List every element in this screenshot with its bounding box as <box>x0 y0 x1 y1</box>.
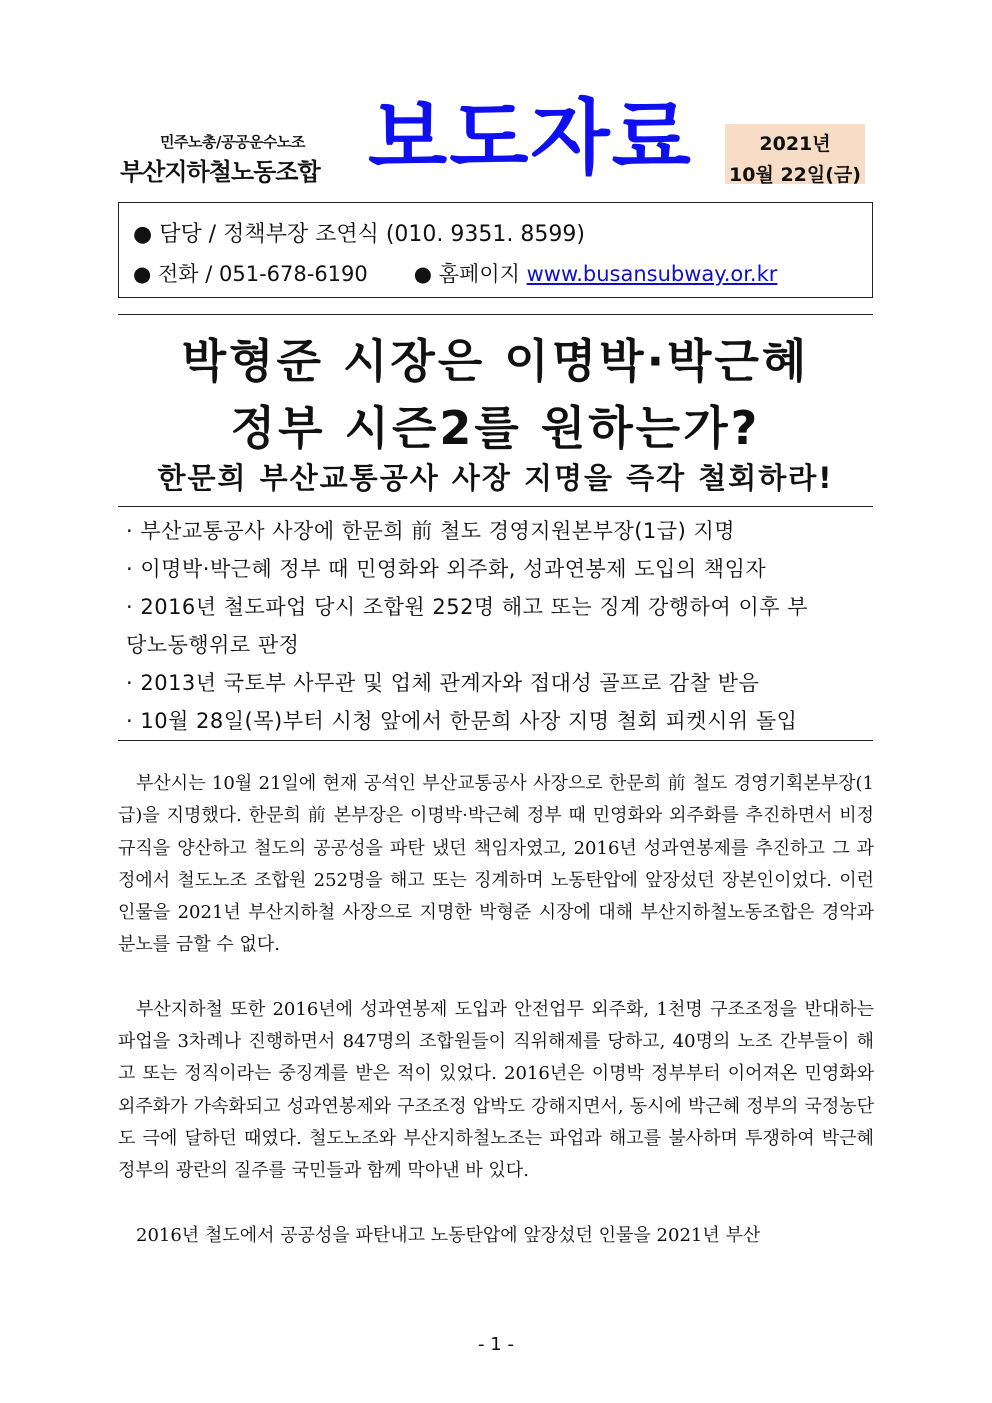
date-day: 10월 22일(금) <box>729 164 861 186</box>
body-paragraph-3: 2016년 철도에서 공공성을 파탄내고 노동탄압에 앞장섰던 인물을 2021년 부산 <box>136 1224 761 1246</box>
headline-line-2: 정부 시즌2를 원하는가? <box>230 401 761 455</box>
body-paragraph-2: 부산지하철 또한 2016년에 성과연봉제 도입과 안전업무 외주화, 1천명 구조조정을 반대하는 파업을 3차례나 진행하면서 847명의 조합원들이 직위해제를 당하고, 40명의 노조 간부들이 해고 또는 정직이라는 중징계를 받은 적이 있었다. 2016년은 이명박 정부부터 이어져온 민영화와 외주화가 가속화되고 성과연봉제와 구조조정 압박도 강해지면서, 동시에 박근혜 정부의 국정농단도 극에 달하던 때였다. 철도노조와 부산지하철노조는 파업과 해고를 불사하며 투쟁하여 박근혜 정부의 광란의 질주를 국민들과 함께 막아낸 바 있다. <box>118 998 874 1182</box>
homepage-label: ● 홈페이지 <box>413 262 520 286</box>
bullet-item: · 2013년 국토부 사무관 및 업체 관계자와 접대성 골프로 감찰 받음 <box>126 671 760 695</box>
contact-manager: ● 담당 / 정책부장 조연식 (010. 9351. 8599) <box>133 222 585 247</box>
bullet-item: · 2016년 철도파업 당시 조합원 252명 해고 또는 징계 강행하여 이후 부 <box>126 595 808 619</box>
contact-phone: ● 전화 / 051-678-6190 <box>133 262 368 286</box>
bullets-top-rule <box>118 506 873 507</box>
union-name: 부산지하철노동조합 <box>120 158 320 186</box>
headline-top-rule <box>118 314 873 315</box>
body-paragraph-1: 부산시는 10월 21일에 현재 공석인 부산교통공사 사장으로 한문희 前 철도 경영기획본부장(1급)을 지명했다. 한문희 前 본부장은 이명박·박근혜 정부 때 민영화와 외주화를 추진하면서 비정규직을 양산하고 철도의 공공성을 파탄 냈던 책임자였고, 2016년 성과연봉제를 추진하고 그 과정에서 철도노조 조합원 252명을 해고 또는 징계하며 노동탄압에 앞장섰던 장본인이었다. 이런 인물을 2021년 부산지하철 사장으로 지명한 박형준 시장에 대해 부산지하철노동조합은 경악과 분노를 금할 수 없다. <box>118 773 874 956</box>
bullets-bottom-rule <box>118 740 873 741</box>
homepage-link[interactable]: www.busansubway.or.kr <box>526 262 778 286</box>
bullet-item: · 부산교통공사 사장에 한문희 前 철도 경영지원본부장(1급) 지명 <box>126 519 736 543</box>
headline-line-1: 박형준 시장은 이명박·박근혜 <box>181 334 810 388</box>
summary-bullets <box>126 512 872 740</box>
body-text <box>118 768 874 1252</box>
bullet-item: · 이명박·박근혜 정부 때 민영화와 외주화, 성과연봉제 도입의 책임자 <box>126 557 767 581</box>
contact-box <box>118 202 873 298</box>
headline-subline: 한문희 부산교통공사 사장 지명을 즉각 철회하라! <box>157 461 834 495</box>
union-affiliation: 민주노총/공공운수노조 <box>160 133 305 151</box>
bullet-item: · 10월 28일(목)부터 시청 앞에서 한문희 사장 지명 철회 피켓시위 돌입 <box>126 709 798 733</box>
date-year: 2021년 <box>759 133 831 155</box>
contact-row <box>133 258 777 288</box>
date-box <box>725 124 865 184</box>
document-type-title: 보도자료 <box>368 91 693 186</box>
bullet-item-continued: 당노동행위로 판정 <box>126 633 300 657</box>
page-number: - 1 - <box>478 1334 514 1355</box>
